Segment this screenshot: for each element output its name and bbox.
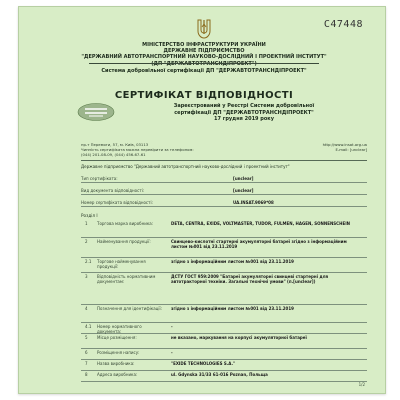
row-number: 4: [85, 306, 88, 311]
field-label: Тип сертифіката:: [81, 176, 118, 181]
document-kind-field: [81, 185, 367, 195]
certificate-sheet: [18, 6, 386, 394]
row-label: Торгове найменування продукції:: [97, 259, 146, 269]
section-heading: Розділ І: [81, 213, 98, 218]
row-value: "EXIDE TECHNOLOGIES S.A.": [171, 361, 236, 366]
row-number: 2.1: [85, 259, 92, 264]
insat-logo-icon: [77, 103, 115, 121]
institute-short-name: (ДП "ДЕРЖАВТОТРАНСНДІПРОЕКТ"): [151, 60, 257, 67]
header-divider: [89, 63, 319, 64]
row-label: Торгова марка виробника:: [97, 221, 154, 226]
enterprise-label: ДЕРЖАВНЕ ПІДПРИЄМСТВО: [163, 48, 245, 55]
row-number: 5: [85, 335, 88, 340]
certification-body: Державне підприємство "Державний автотранспортний науково-дослідний і проектний інститут": [81, 164, 290, 169]
issuer-contacts: [287, 143, 367, 153]
row-value: не вказано, маркування на корпусі акумуляторної батареї: [171, 335, 307, 340]
row-number: 8: [85, 372, 88, 377]
row-value: Свинцево-кислотні стартерні акумуляторні батареї згідно з інформаційним листом №001 від 23.11.2019: [171, 239, 347, 249]
row-value: ДСТУ ГОСТ 959:2009 "Батареї акумуляторні свинцеві стартерні для автотракторної техніки. Загальні технічні умови" (п.[unclear]): [171, 274, 329, 284]
registration-date: 17 грудня 2019 року: [214, 116, 274, 122]
table-row: [81, 334, 367, 349]
address-line: пр-т Перемоги, 57, м. Київ, 03113: [81, 142, 149, 147]
registration-line-2: сертифікації ДП "ДЕРЖАВТОТРАНСНДІПРОЕКТ": [174, 109, 314, 116]
row-value: -: [171, 324, 173, 329]
field-label: Вид документа відповідності:: [81, 188, 145, 193]
website-link[interactable]: http://www.insat.org.ua: [322, 142, 367, 147]
table-row: [81, 360, 367, 371]
table-row: [81, 273, 367, 305]
row-number: 7: [85, 361, 88, 366]
row-value: згідно з інформаційним листом №001 від 23.11.2019: [171, 259, 294, 264]
row-label: Розміщення напису:: [97, 350, 140, 355]
row-number: 3: [85, 274, 88, 279]
registration-statement: [149, 103, 339, 123]
row-label: Позначення для ідентифікації:: [97, 306, 162, 311]
row-value: згідно з інформаційним листом №001 від 23.11.2019: [171, 306, 294, 311]
trident-emblem-icon: [197, 19, 211, 39]
page-number: 1/2: [358, 382, 365, 387]
field-value: [unclear]: [233, 176, 254, 181]
table-row: [81, 258, 367, 273]
row-label: Адреса виробника:: [97, 372, 138, 377]
table-row: [81, 220, 367, 238]
row-number: 4.1: [85, 324, 92, 329]
registration-line-1: Зареєстрований у Реєстрі Системи добровільної: [173, 103, 315, 109]
field-value: UA.INSAT.9069*08: [233, 200, 274, 205]
certification-system-name: Система добровільної сертифікації ДП "ДЕРЖАВТОТРАНСНДІПРОЕКТ": [101, 68, 307, 74]
phone-numbers: (044) 201-08-09, (044) 456-67-61: [81, 151, 146, 157]
ministry-name: МІНІСТЕРСТВО ІНФРАСТРУКТУРИ УКРАЇНИ: [142, 42, 266, 48]
table-row: [81, 323, 367, 334]
field-value: [unclear]: [233, 188, 254, 193]
table-row: [81, 305, 367, 323]
issuer-address: [81, 143, 251, 157]
row-label: Найменування продукції:: [97, 239, 151, 244]
row-label: Номер нормативного документа:: [97, 324, 142, 334]
address-divider: [81, 160, 367, 161]
table-row: [81, 371, 367, 382]
row-value: -: [171, 350, 173, 355]
row-value: ul. Gdynska 31/33 61-016 Poznan, Польща: [171, 372, 268, 377]
row-value: DETA, CENTRA, EXIDE, VOLTMASTER, TUDOR, FULMEN, HAGEN, SONNENSCHEIN: [171, 221, 351, 226]
verification-note: Чинність сертифіката можна перевірити за телефоном:: [81, 146, 194, 152]
row-number: 6: [85, 350, 88, 355]
certificate-number-field: [81, 197, 367, 207]
row-number: 1: [85, 221, 88, 226]
email-link[interactable]: E-mail: [unclear]: [335, 146, 367, 152]
institute-name: "ДЕРЖАВНИЙ АВТОТРАНСПОРТНИЙ НАУКОВО-ДОСЛІДНИЙ І ПРОЕКТНИЙ ІНСТИТУТ": [81, 54, 327, 61]
row-label: Назва виробника:: [97, 361, 135, 366]
table-row: [81, 238, 367, 258]
field-label: Номер сертифіката відповідності:: [81, 200, 153, 205]
certificate-type-field: [81, 173, 367, 183]
table-row: [81, 349, 367, 360]
row-label: Відповідність нормативним документам:: [97, 274, 156, 284]
certificate-title: СЕРТИФІКАТ ВІДПОВІДНОСТІ: [114, 90, 294, 101]
row-number: 2: [85, 239, 88, 244]
row-label: Місце розміщення:: [97, 335, 137, 340]
serial-number: С47448: [323, 19, 363, 30]
